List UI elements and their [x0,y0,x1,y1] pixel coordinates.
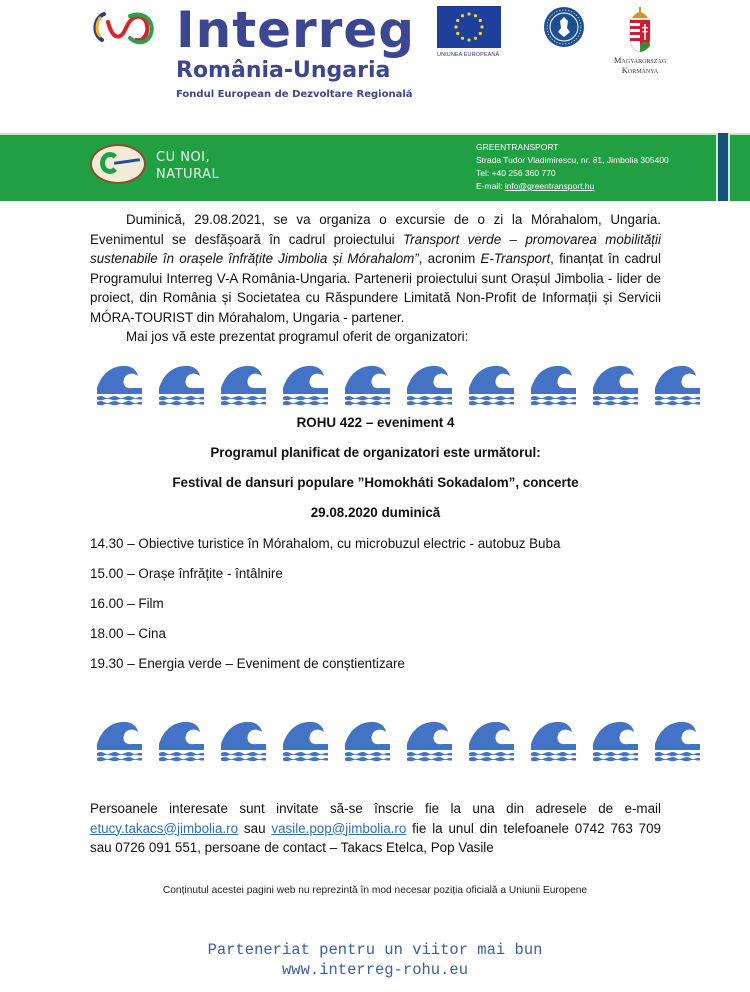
intro-p1-a: Duminică, 29.08.2021, se va organiza o excursie de o zi la Mórahalom, Ungaria. Evenimentul se desfășoară în cadrul proiectului [90,212,661,247]
wave-divider-top [95,364,665,406]
company-email [476,180,669,193]
hu-caption-line1: Magyarország [613,55,667,65]
intro-p1-c: , finanțat în cadrul Programului Interreg V-A România-Ungaria. Partenerii proiectului sunt Orașul Jimbolia - lider de proiect, din România și Societatea cu Răspundere Limitată Non-Profit de Informații și Servicii MÓRA-TOURIST din Mórahalom, Ungaria - partener. [90,251,661,325]
company-contact-block [476,141,669,193]
intro-text [90,210,661,347]
interreg-wordmark [176,2,415,58]
greentransport-logo-icon [90,144,146,184]
wave-icon [467,720,514,762]
slogan-line2: NATURAL [156,167,220,182]
event-date: 29.08.2020 duminică [310,505,441,520]
wave-icon [219,720,266,762]
wave-icon [405,720,452,762]
festival-title: Festival de dansuri populare ”Homokháti Sokadalom”, concerte [172,475,579,490]
email-label: E-mail: [476,181,505,191]
eu-disclaimer: Conținutul acestei pagini web nu reprezintă în mod necesar poziția oficială a Uniunii Europene [162,885,588,896]
wave-icon [281,720,328,762]
guvernul-romaniei-seal-icon [543,6,585,48]
schedule-item: 15.00 – Orașe înfrățite - întâlnire [90,566,283,581]
wave-icon [653,364,700,406]
schedule-item: 16.00 – Film [90,596,164,611]
wave-icon [219,364,266,406]
slogan-line1: CU NOI, [156,150,211,165]
project-acronym: E-Transport [480,251,551,266]
contacts-text-a: Persoanele interesate sunt invitate să-se înscrie fie la una din adresele de e-mail [90,801,661,816]
wave-icon [343,720,390,762]
interreg-wordmark-light: reg [317,1,416,59]
hu-caption-line2: Kormánya [621,65,659,75]
interreg-infinity-logo-icon [90,8,156,46]
email-link-takacs[interactable]: etucy.takacs@jimbolia.ro [90,820,239,836]
eu-caption: UNIUNEA EUROPEANĂ [437,52,500,58]
wave-icon [529,364,576,406]
contacts-text-b: sau [238,820,272,836]
wave-icon [467,364,514,406]
website-url: www.interreg-rohu.eu [281,961,469,979]
project-title: Transport verde – promovarea mobilității sustenabile în orașele înfrățite Jimbolia și Mórahalom” [90,231,661,266]
partnership-footer [0,940,750,980]
company-phone [476,167,669,180]
interreg-wordmark-dark: Inter [176,1,318,59]
fund-name: Fondul European de Dezvoltare Regională [176,89,413,100]
wave-icon [591,720,638,762]
partnership-slogan: Parteneriat pentru un viitor mai bun [207,941,543,959]
greentransport-banner [0,133,750,201]
wave-divider-bottom [95,720,665,762]
banner-slogan [156,149,219,183]
wave-icon [343,364,390,406]
tel-label: Tel: [476,168,492,178]
schedule-item: 18.00 – Cina [90,626,166,641]
intro-paragraph-2: Mai jos vă este prezentat programul oferit de organizatori: [126,329,469,344]
wave-icon [529,720,576,762]
hungary-government-caption [600,55,680,75]
registration-contacts [90,799,661,858]
wave-icon [591,364,638,406]
company-address: Strada Tudor Vladimirescu, nr. 81, Jimbolia 305400 [476,155,669,165]
wave-icon [653,720,700,762]
wave-icon [95,720,142,762]
email-link-pop[interactable]: vasile.pop@jimbolia.ro [271,820,407,836]
banner-decorative-stripe [716,133,730,201]
schedule-list [90,535,661,685]
eu-flag-icon [437,6,501,48]
company-name: GREENTRANSPORT [476,142,559,152]
logo-header [0,0,750,118]
program-subtitle: Programul planificat de organizatori este următorul: [210,445,541,460]
wave-icon [95,364,142,406]
schedule-item: 19.30 – Energia verde – Eveniment de conștientizare [90,656,405,671]
event-code: ROHU 422 – eveniment 4 [296,415,455,430]
wave-icon [157,364,204,406]
wave-icon [405,364,452,406]
contacts-text-c: fie la unul din telefoanele 0742 763 709 sau 0726 091 551, persoane de contact – Takacs Etelca, Pop Vasile [90,820,661,855]
intro-paragraph-1 [90,210,661,327]
tel-value: +40 256 360 770 [491,168,556,178]
company-email-link[interactable]: info@greentransport.hu [504,181,595,191]
program-region: România-Ungaria [176,58,391,83]
wave-icon [281,364,328,406]
hungary-coat-of-arms-icon [627,6,653,54]
intro-p1-b: , acronim [418,251,481,266]
wave-icon [157,720,204,762]
schedule-item: 14.30 – Obiective turistice în Mórahalom, cu microbuzul electric - autobuz Buba [90,536,561,551]
